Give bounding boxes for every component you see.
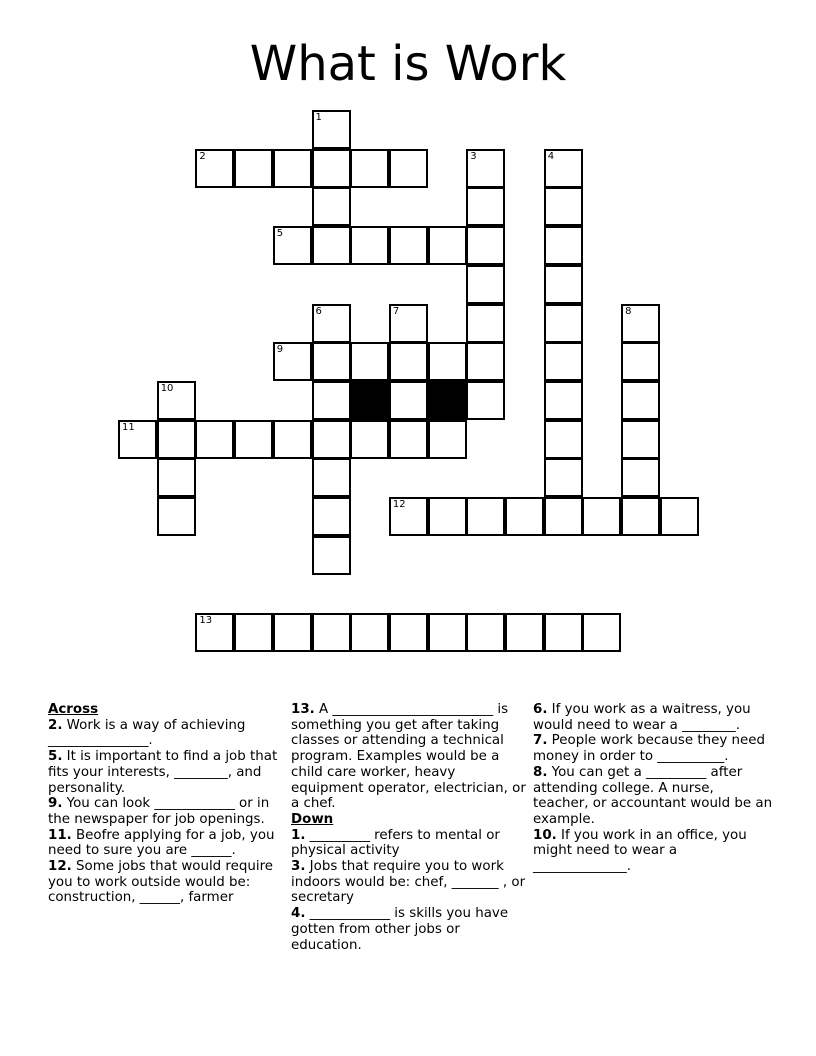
cell-number: 12	[392, 499, 406, 510]
clue-text: You can get a _________ after attending college. A nurse, teacher, or accountant would be an example.	[533, 764, 773, 827]
grid-cell[interactable]	[312, 613, 351, 652]
grid-cell[interactable]	[312, 458, 351, 497]
grid-cell[interactable]	[350, 342, 389, 381]
grid-cell[interactable]	[234, 613, 273, 652]
clue-down-4	[291, 906, 527, 953]
grid-cell[interactable]	[389, 381, 428, 420]
clue-down-8	[533, 765, 773, 828]
clue-across-9	[48, 796, 284, 827]
grid-cell[interactable]	[582, 613, 621, 652]
grid-cell[interactable]	[312, 342, 351, 381]
grid-cell[interactable]	[544, 497, 583, 536]
grid-cell[interactable]	[157, 497, 196, 536]
clue-across-2	[48, 718, 284, 749]
grid-cell[interactable]	[195, 149, 234, 188]
grid-cell[interactable]	[544, 381, 583, 420]
clue-text: Some jobs that would require you to work outside would be: construction, ______, farmer	[48, 859, 274, 906]
clue-text: You can look ____________ or in the newspaper for job openings.	[48, 796, 270, 827]
grid-cell[interactable]	[621, 458, 660, 497]
grid-cell[interactable]	[428, 342, 467, 381]
grid-cell[interactable]	[544, 226, 583, 265]
clue-number: 1.	[291, 827, 306, 843]
clue-text: ____________ is skills you have gotten from other jobs or education.	[291, 906, 509, 953]
cell-number: 13	[199, 615, 213, 627]
clue-down-6	[533, 702, 773, 733]
grid-cell[interactable]	[544, 458, 583, 497]
grid-cell[interactable]	[312, 110, 351, 149]
clue-across-13	[291, 702, 527, 812]
cell-number: 8	[625, 305, 632, 317]
clue-column-2	[291, 702, 527, 953]
clue-text: It is important to find a job that fits your interests, ________, and personality.	[48, 749, 278, 796]
grid-cell[interactable]	[544, 149, 583, 188]
clue-number: 12.	[48, 859, 72, 875]
grid-cell[interactable]	[582, 497, 621, 536]
grid-cell[interactable]	[312, 381, 351, 420]
grid-cell[interactable]	[350, 613, 389, 652]
grid-cell[interactable]	[157, 458, 196, 497]
cell-number: 9	[276, 344, 284, 356]
grid-cell[interactable]	[466, 265, 505, 304]
clue-number: 3.	[291, 859, 306, 875]
grid-cell[interactable]	[466, 304, 505, 343]
grid-cell[interactable]	[621, 304, 660, 343]
grid-cell[interactable]	[466, 342, 505, 381]
grid-cell[interactable]	[234, 149, 273, 188]
grid-cell[interactable]	[273, 226, 312, 265]
blocked-cell	[350, 381, 389, 420]
grid-cell[interactable]	[466, 149, 505, 188]
clue-number: 7.	[533, 733, 548, 749]
grid-cell[interactable]	[389, 226, 428, 265]
cell-number: 1	[315, 112, 322, 123]
grid-cell[interactable]	[389, 420, 428, 459]
grid-cell[interactable]	[428, 226, 467, 265]
clue-number: 5.	[48, 749, 63, 765]
grid-cell[interactable]	[621, 420, 660, 459]
grid-cell[interactable]	[350, 420, 389, 459]
grid-cell[interactable]	[157, 381, 196, 420]
clue-number: 11.	[48, 827, 72, 843]
clue-down-1	[291, 828, 527, 859]
cell-number: 5	[276, 228, 284, 240]
clue-number: 9.	[48, 796, 63, 812]
cell-number: 3	[470, 150, 477, 162]
cell-number: 2	[199, 150, 206, 162]
grid-cell[interactable]	[389, 497, 428, 536]
clue-text: People work because they need money in order to __________.	[533, 733, 765, 765]
clue-number: 2.	[48, 717, 63, 733]
clue-across-5	[48, 749, 284, 796]
grid-cell[interactable]	[273, 613, 312, 652]
clue-number: 6.	[533, 702, 548, 717]
grid-cell[interactable]	[466, 226, 505, 265]
grid-cell[interactable]	[544, 613, 583, 652]
puzzle-title: What is Work	[249, 36, 567, 92]
grid-cell[interactable]	[157, 420, 196, 459]
down-heading: Down	[291, 811, 334, 827]
grid-cell[interactable]	[312, 149, 351, 188]
grid-cell[interactable]	[195, 613, 234, 652]
grid-cell[interactable]	[621, 497, 660, 536]
grid-cell[interactable]	[428, 613, 467, 652]
clue-column-3	[533, 702, 773, 875]
clue-text: Work is a way of achieving _______________.	[48, 717, 246, 749]
clue-down-7	[533, 733, 773, 764]
grid-cell[interactable]	[466, 613, 505, 652]
grid-cell[interactable]	[505, 497, 544, 536]
clue-across-12	[48, 859, 284, 906]
grid-cell[interactable]	[350, 149, 389, 188]
grid-cell[interactable]	[273, 149, 312, 188]
grid-cell[interactable]	[428, 420, 467, 459]
grid-cell[interactable]	[312, 420, 351, 459]
grid-cell[interactable]	[389, 304, 428, 343]
clue-text: If you work as a waitress, you would need to wear a ________.	[533, 702, 751, 733]
grid-cell[interactable]	[389, 613, 428, 652]
clue-down-10	[533, 828, 773, 875]
grid-cell[interactable]	[312, 226, 351, 265]
clue-number: 10.	[533, 827, 557, 843]
grid-cell[interactable]	[660, 497, 699, 536]
grid-cell[interactable]	[273, 342, 312, 381]
grid-cell[interactable]	[389, 342, 428, 381]
grid-cell[interactable]	[389, 149, 428, 188]
cell-number: 4	[547, 150, 555, 162]
grid-cell[interactable]	[544, 304, 583, 343]
grid-cell[interactable]	[466, 381, 505, 420]
clue-number: 8.	[533, 764, 548, 780]
clue-number: 13.	[291, 702, 315, 717]
clue-down-3	[291, 859, 527, 906]
grid-cell[interactable]	[621, 381, 660, 420]
grid-cell[interactable]	[234, 420, 273, 459]
clue-across-11	[48, 828, 284, 859]
grid-cell[interactable]	[544, 187, 583, 226]
grid-cell[interactable]	[466, 187, 505, 226]
grid-cell[interactable]	[544, 265, 583, 304]
cell-number: 10	[160, 382, 174, 394]
grid-cell[interactable]	[273, 420, 312, 459]
grid-cell[interactable]	[312, 304, 351, 343]
grid-cell[interactable]	[544, 342, 583, 381]
clue-text: A ________________________ is something you get after taking classes or attending a technical program. Examples would be a child care worker, heavy equipment operator, electrician, or a chef.	[291, 702, 526, 812]
grid-cell[interactable]	[312, 187, 351, 226]
grid-cell[interactable]	[428, 497, 467, 536]
clue-number: 4.	[291, 906, 306, 922]
clue-text: Jobs that require you to work indoors would be: chef, _______ , or secretary	[291, 859, 526, 906]
grid-cell[interactable]	[312, 536, 351, 575]
clue-text: Beofre applying for a job, you need to sure you are ______.	[48, 827, 275, 859]
grid-cell[interactable]	[544, 420, 583, 459]
grid-cell[interactable]	[350, 226, 389, 265]
cell-number: 6	[315, 305, 322, 317]
clue-column-1	[48, 702, 284, 906]
clue-text: _________ refers to mental or physical activity	[291, 827, 500, 859]
grid-cell[interactable]	[505, 613, 544, 652]
across-heading: Across	[48, 702, 99, 717]
grid-cell[interactable]	[195, 420, 234, 459]
cell-number: 7	[392, 305, 400, 317]
blocked-cell	[428, 381, 467, 420]
cell-number: 11	[122, 421, 135, 433]
grid-cell[interactable]	[621, 342, 660, 381]
grid-cell[interactable]	[118, 420, 157, 459]
clue-text: If you work in an office, you might need to wear a ______________.	[533, 827, 747, 875]
grid-cell[interactable]	[466, 497, 505, 536]
grid-cell[interactable]	[312, 497, 351, 536]
